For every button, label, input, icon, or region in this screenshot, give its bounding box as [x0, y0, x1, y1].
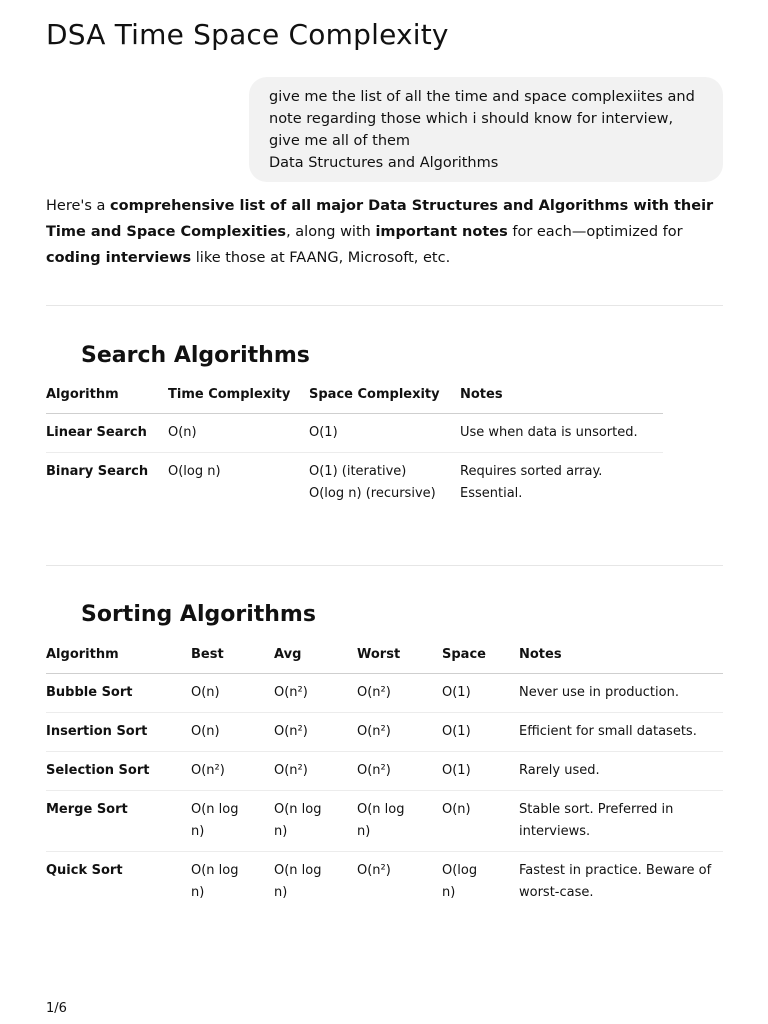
column-header: Time Complexity	[168, 386, 309, 414]
page-title: DSA Time Space Complexity	[46, 18, 449, 51]
table-cell: Stable sort. Preferred in interviews.	[519, 791, 723, 852]
table-cell: Never use in production.	[519, 685, 679, 700]
table-row	[46, 453, 663, 514]
algorithm-name-cell: Binary Search	[46, 453, 168, 514]
intro-text: Here's a	[46, 198, 111, 214]
table-cell: O(1) (iterative) O(log n) (recursive)	[309, 453, 460, 514]
table-cell: O(n)	[191, 685, 220, 700]
table-cell: O(n²)	[274, 685, 308, 700]
table-cell: O(n²)	[357, 752, 442, 791]
sorting-algorithms-table	[46, 646, 723, 912]
table-cell: O(log n)	[168, 453, 309, 514]
user-message-line: give me all of them	[269, 133, 411, 149]
column-header: Algorithm	[46, 386, 168, 414]
table-cell: O(log n)	[442, 852, 519, 913]
table-cell: O(n log n)	[191, 852, 274, 913]
algorithm-name-cell: Insertion Sort	[46, 713, 191, 752]
sorting-algorithms-heading: Sorting Algorithms	[81, 602, 316, 627]
divider	[46, 305, 723, 306]
intro-text: like those at FAANG, Microsoft, etc.	[191, 250, 451, 266]
table-cell: O(1)	[442, 685, 471, 700]
table-cell: O(n²)	[357, 852, 442, 913]
table-cell: O(n log n)	[191, 791, 274, 852]
table-row	[46, 674, 723, 713]
table-cell: O(1)	[442, 713, 519, 752]
table-header-row	[46, 646, 723, 674]
table-cell: O(n²)	[357, 713, 442, 752]
table-cell: Rarely used.	[519, 752, 723, 791]
user-message-line: give me the list of all the time and space complexiites and	[269, 89, 695, 105]
table-cell: O(n²)	[357, 685, 391, 700]
table-cell: O(n)	[168, 425, 197, 440]
search-algorithms-heading: Search Algorithms	[81, 343, 310, 368]
intro-paragraph	[46, 193, 718, 271]
table-cell: Fastest in practice. Beware of worst-case.	[519, 852, 723, 913]
table-header-row	[46, 386, 663, 414]
intro-text: , along with	[286, 224, 376, 240]
column-header: Worst	[357, 646, 442, 674]
column-header: Space Complexity	[309, 386, 460, 414]
algorithm-name-cell: Linear Search	[46, 425, 147, 440]
page-number: 1/6	[46, 1001, 67, 1016]
table-cell: O(n²)	[191, 752, 274, 791]
table-row	[46, 713, 723, 752]
intro-bold: important notes	[375, 224, 508, 240]
column-header: Avg	[274, 646, 357, 674]
table-cell: O(n log n)	[274, 791, 357, 852]
table-cell: O(n)	[191, 713, 274, 752]
table-cell: Efficient for small datasets.	[519, 713, 723, 752]
divider	[46, 565, 723, 566]
algorithm-name-cell: Quick Sort	[46, 852, 191, 913]
table-cell: O(n²)	[274, 752, 357, 791]
table-row	[46, 752, 723, 791]
algorithm-name-cell: Bubble Sort	[46, 685, 133, 700]
intro-bold: comprehensive list of all major Data Structures and Algorithms with their Time and Space Complexities	[46, 198, 714, 240]
table-cell: O(n log n)	[357, 791, 442, 852]
table-cell: O(n)	[442, 791, 519, 852]
table-cell: O(n log n)	[274, 852, 357, 913]
table-row	[46, 791, 723, 852]
user-message-line: note regarding those which i should know for interview,	[269, 111, 674, 127]
column-header: Space	[442, 646, 519, 674]
algorithm-name-cell: Merge Sort	[46, 791, 191, 852]
algorithm-name-cell: Selection Sort	[46, 752, 191, 791]
column-header: Best	[191, 646, 274, 674]
table-row	[46, 414, 663, 453]
user-message-bubble	[249, 77, 723, 182]
table-cell: Use when data is unsorted.	[460, 425, 638, 440]
intro-text: for each—optimized for	[507, 224, 683, 240]
table-cell: Requires sorted array. Essential.	[460, 453, 663, 514]
search-algorithms-table	[46, 386, 663, 513]
table-cell: O(n²)	[274, 713, 357, 752]
table-cell: O(1)	[442, 752, 519, 791]
column-header: Notes	[460, 386, 663, 414]
intro-bold: coding interviews	[46, 250, 192, 266]
column-header: Algorithm	[46, 646, 191, 674]
column-header: Notes	[519, 646, 723, 674]
table-row	[46, 852, 723, 913]
user-message-line: Data Structures and Algorithms	[269, 155, 499, 171]
table-cell: O(1)	[309, 425, 338, 440]
